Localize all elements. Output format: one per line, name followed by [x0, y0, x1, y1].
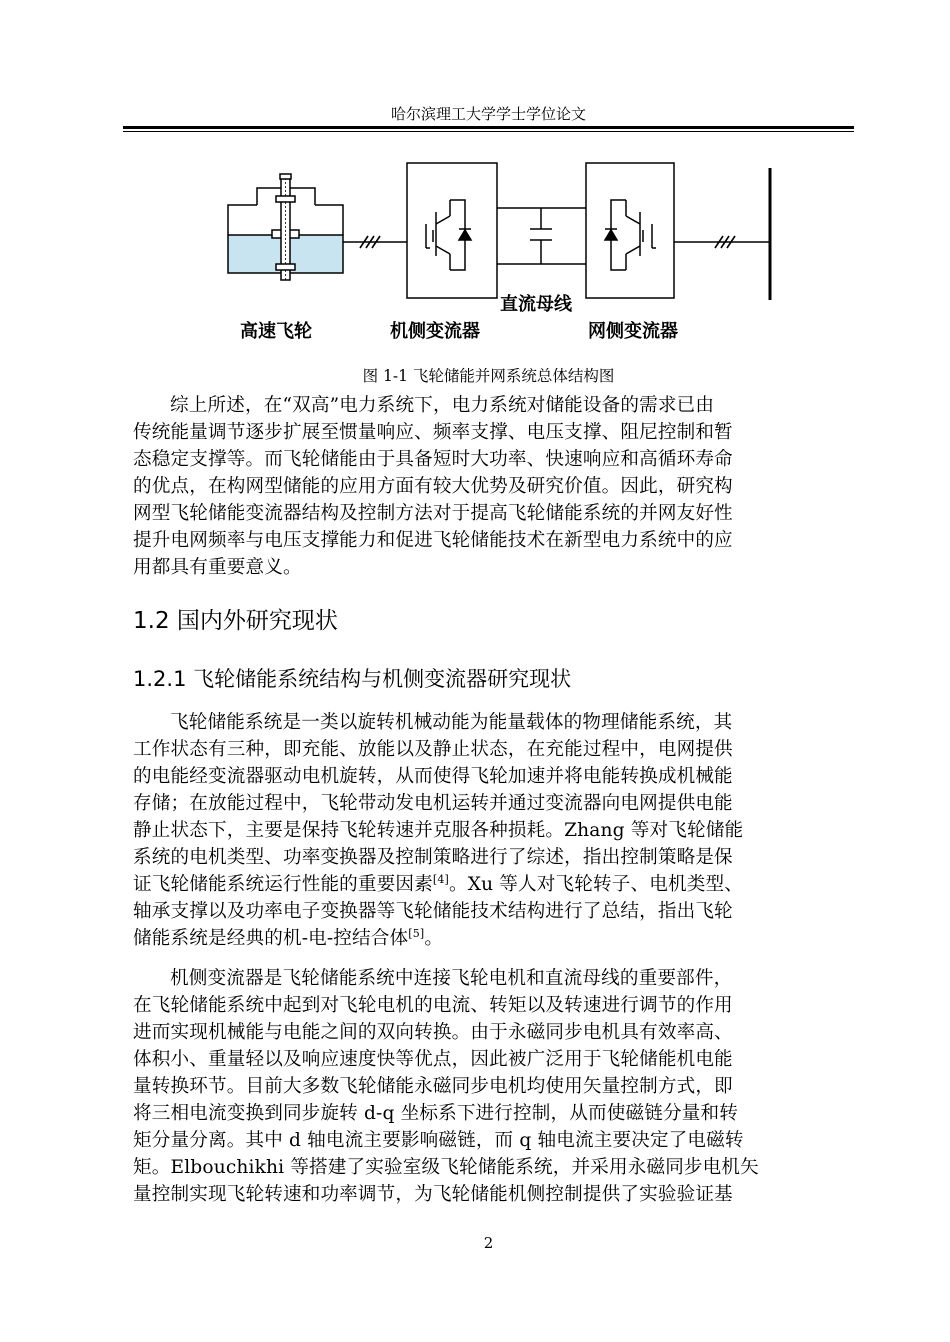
text-line: 用都具有重要意义。: [133, 557, 302, 578]
header-rule-thick: [123, 126, 854, 129]
text-line: 机侧变流器是飞轮储能系统中连接飞轮电机和直流母线的重要部件，: [170, 968, 733, 989]
machine-side-converter-box: [407, 163, 497, 298]
text-line: 矩。Elbouchikhi 等搭建了实验室级飞轮储能系统，并采用永磁同步电机矢: [133, 1157, 759, 1178]
citation-ref: [4]: [432, 873, 449, 886]
text-line: 综上所述，在“双高”电力系统下，电力系统对储能设备的需求已由: [170, 395, 715, 416]
dc-link: [497, 208, 586, 264]
text-line: 量转换环节。目前大多数飞轮储能永磁同步电机均使用矢量控制方式，即: [133, 1076, 733, 1097]
text-span: 证飞轮储能系统运行性能的重要因素: [133, 874, 433, 895]
figure-caption: 图 1-1 飞轮储能并网系统总体结构图: [362, 367, 615, 385]
text-line: 矩分量分离。其中 d 轴电流主要影响磁链，而 q 轴电流主要决定了电磁转: [133, 1130, 744, 1151]
text-line: 的电能经变流器驱动电机旋转，从而使得飞轮加速并将电能转换成机械能: [133, 766, 733, 787]
text-span: 。: [424, 928, 444, 949]
text-line: 系统的电机类型、功率变换器及控制策略进行了综述，指出控制策略是保: [133, 847, 733, 868]
text-span: 。Xu 等人对飞轮转子、电机类型、: [448, 874, 743, 895]
grid-side-converter-box: [586, 163, 674, 298]
text-line: 轴承支撑以及功率电子变换器等飞轮储能技术结构进行了总结，指出飞轮: [133, 901, 733, 922]
dc-bus-label: 直流母线: [500, 294, 572, 315]
text-line: 网型飞轮储能变流器结构及控制方法对于提高飞轮储能系统的并网友好性: [133, 503, 733, 524]
flywheel-drawing: [228, 174, 343, 280]
text-span: 储能系统是经典的机-电-控结合体: [133, 928, 409, 949]
text-line: 静止状态下，主要是保持飞轮转速并克服各种损耗。Zhang 等对飞轮储能: [133, 820, 744, 841]
text-line: [133, 871, 845, 898]
text-line: 量控制实现飞轮转速和功率调节，为飞轮储能机侧控制提供了实验验证基: [133, 1184, 733, 1205]
three-phase-line-grid: [674, 236, 770, 248]
paragraph-machine-converter: [133, 965, 845, 1208]
section-heading-1-2-1: 1.2.1 飞轮储能系统结构与机侧变流器研究现状: [133, 667, 572, 691]
text-line: 工作状态有三种，即充能、放能以及静止状态，在充能过程中，电网提供: [133, 739, 733, 760]
page-header: 哈尔滨理工大学学士学位论文: [390, 105, 586, 123]
header-rule-thin: [123, 131, 854, 132]
section-heading-1-2: 1.2 国内外研究现状: [133, 608, 338, 634]
citation-ref: [5]: [408, 927, 425, 940]
text-line: [133, 925, 845, 952]
paragraph-summary: [133, 392, 845, 581]
text-line: 进而实现机械能与电能之间的双向转换。由于永磁同步电机具有效率高、: [133, 1022, 733, 1043]
system-structure-figure: [200, 160, 800, 350]
paragraph-flywheel-structure: [133, 709, 845, 952]
machine-converter-label: 机侧变流器: [390, 321, 480, 342]
text-line: 态稳定支撑等。而飞轮储能由于具备短时大功率、快速响应和高循环寿命: [133, 449, 733, 470]
text-line: 飞轮储能系统是一类以旋转机械动能为能量载体的物理储能系统，其: [170, 712, 733, 733]
text-line: 在飞轮储能系统中起到对飞轮电机的电流、转矩以及转速进行调节的作用: [133, 995, 733, 1016]
text-line: 提升电网频率与电压支撑能力和促进飞轮储能技术在新型电力系统中的应: [133, 530, 733, 551]
flywheel-label: 高速飞轮: [240, 321, 312, 342]
text-line: 存储；在放能过程中，飞轮带动发电机运转并通过变流器向电网提供电能: [133, 793, 733, 814]
text-line: 的优点，在构网型储能的应用方面有较大优势及研究价值。因此，研究构: [133, 476, 733, 497]
text-line: 体积小、重量轻以及响应速度快等优点，因此被广泛用于飞轮储能机电能: [133, 1049, 733, 1070]
grid-converter-label: 网侧变流器: [588, 321, 678, 342]
three-phase-line-machine: [343, 236, 407, 248]
page-number: 2: [483, 1234, 494, 1252]
text-line: 将三相电流变换到同步旋转 d-q 坐标系下进行控制，从而使磁链分量和转: [133, 1103, 738, 1124]
text-line: 传统能量调节逐步扩展至惯量响应、频率支撑、电压支撑、阻尼控制和暂: [133, 422, 733, 443]
